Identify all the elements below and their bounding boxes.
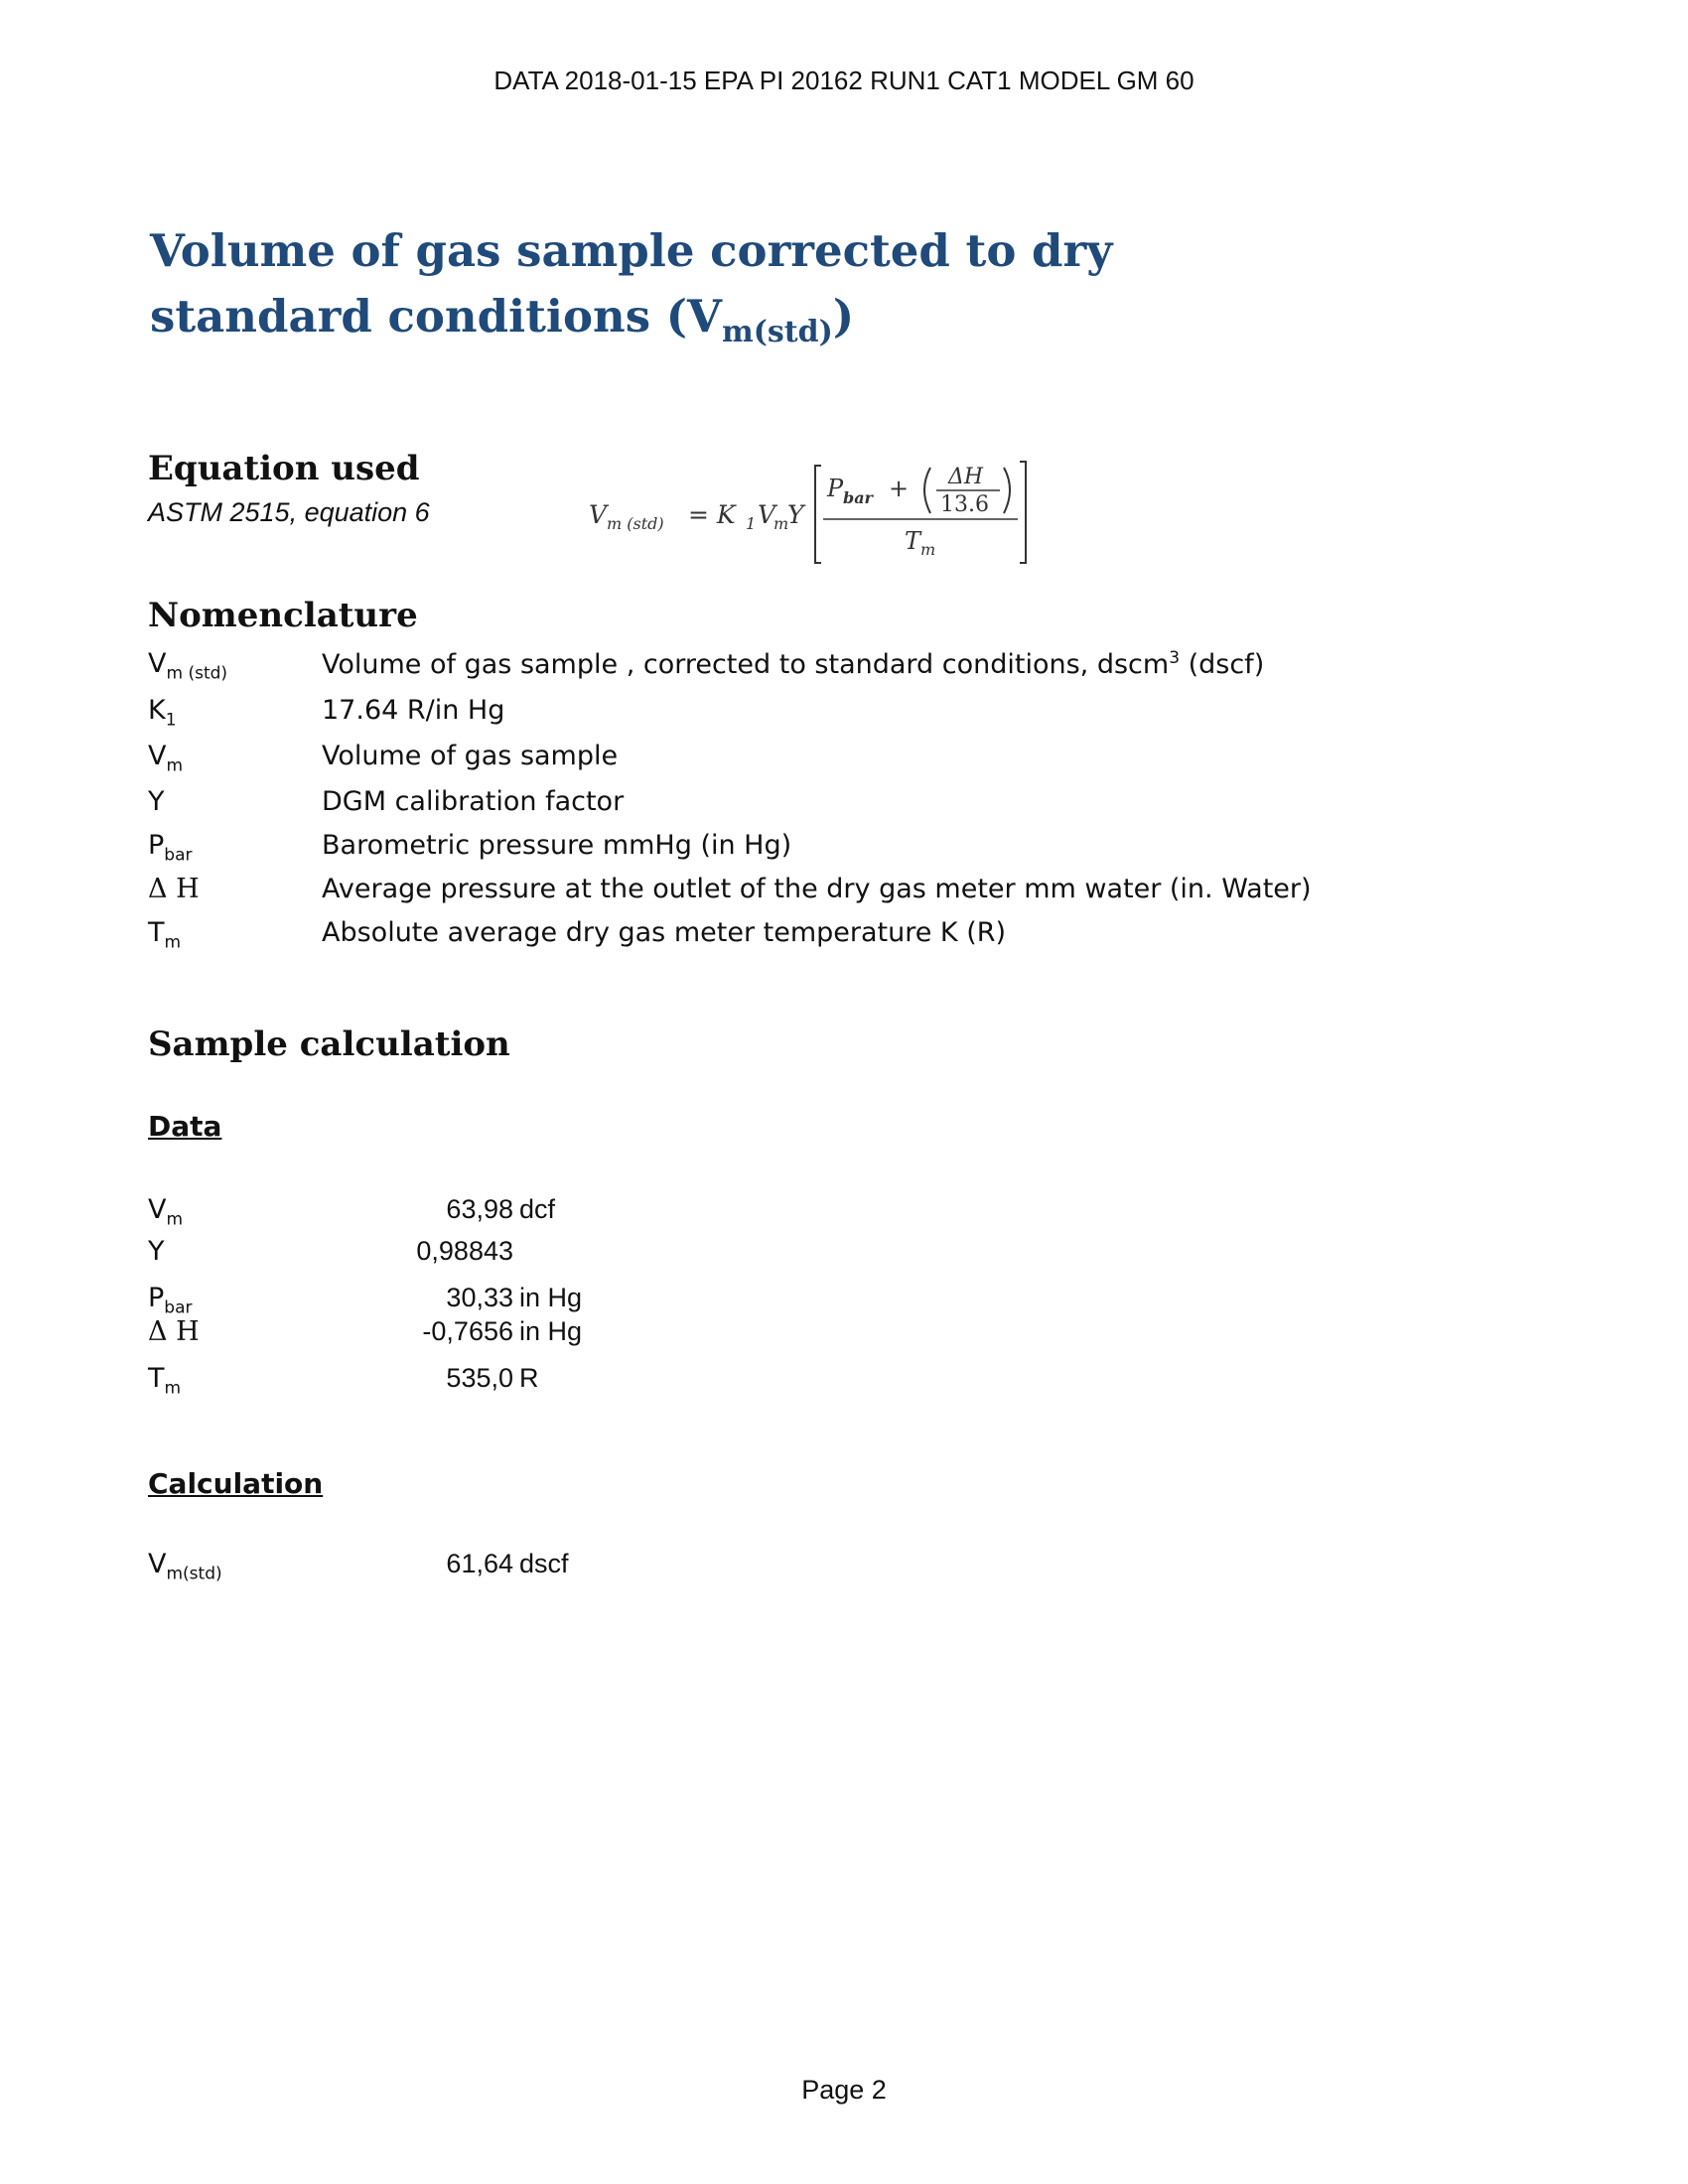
data-value: 0,98843 <box>416 1236 513 1266</box>
result-symbol: $V_{m(std)}$ <box>148 1549 222 1584</box>
formula-tm-sub: m <box>920 540 936 559</box>
result-value: 61,64 <box>446 1549 513 1578</box>
sample-calculation-heading: Sample calculation <box>148 1024 510 1064</box>
title-line-2: standard conditions $(V_{m(std)})$ <box>150 290 855 349</box>
paren-left <box>924 468 930 513</box>
formula-rhs-prefix: = K <box>688 500 736 529</box>
nomenclature-description: Average pressure at the outlet of the dry gas meter mm water (in. Water) <box>322 874 1312 904</box>
data-unit: dcf <box>519 1194 556 1224</box>
formula-dh-den: 13.6 <box>940 492 989 517</box>
formula-v: V <box>758 500 776 529</box>
data-unit: R <box>519 1363 539 1393</box>
data-symbol: Δ H <box>148 1316 200 1347</box>
formula-lhs: V <box>589 500 608 529</box>
data-unit: in Hg <box>519 1283 583 1312</box>
paren-right <box>1004 468 1010 513</box>
data-symbol: $P_{bar}$ <box>148 1283 193 1318</box>
formula-k-sub: 1 <box>746 514 757 533</box>
nomenclature-symbol: $V_{m (std)}$ <box>148 648 228 684</box>
page-number: Page 2 <box>801 2075 887 2105</box>
title-line-1: Volume of gas sample corrected to dry <box>150 224 1113 277</box>
result-unit: dscf <box>519 1549 569 1578</box>
data-symbol: $T_m$ <box>148 1363 182 1399</box>
calculation-heading: Calculation <box>148 1467 324 1500</box>
nomenclature-symbol: $K_1$ <box>148 695 177 731</box>
nomenclature-symbol: Y <box>148 786 165 817</box>
nomenclature-description: Barometric pressure mmHg (in Hg) <box>322 830 792 861</box>
nomenclature-heading: Nomenclature <box>148 596 418 635</box>
data-symbol: $V_m$ <box>148 1194 184 1230</box>
formula-plus: + <box>889 475 910 502</box>
nomenclature-description: Volume of gas sample , corrected to standard conditions, dscm$^3$ (dscf) <box>322 648 1265 680</box>
data-symbol: Y <box>148 1236 165 1267</box>
formula-y: Y <box>787 500 804 529</box>
nomenclature-description: Absolute average dry gas meter temperature K (R) <box>322 917 1007 948</box>
data-heading: Data <box>148 1110 222 1143</box>
equation-reference: ASTM 2515, equation 6 <box>148 497 430 527</box>
formula-pbar: P <box>827 475 844 502</box>
formula-pbar-sub: bar <box>843 488 873 507</box>
formula-v-sub: m <box>774 514 789 533</box>
page-title <box>150 218 1242 365</box>
formula-tm: T <box>905 527 921 555</box>
nomenclature-symbol: Δ H <box>148 874 200 904</box>
data-value: -0,7656 <box>422 1316 513 1346</box>
data-unit: in Hg <box>519 1316 583 1346</box>
nomenclature-symbol: $T_m$ <box>148 917 182 953</box>
page-header: DATA 2018-01-15 EPA PI 20162 RUN1 CAT1 MODEL GM 60 <box>493 66 1195 95</box>
data-value: 535,0 <box>446 1363 513 1393</box>
formula-lhs-sub: m (std) <box>607 514 664 533</box>
data-value: 63,98 <box>446 1194 513 1224</box>
formula-dh: ΔH <box>948 465 984 489</box>
nomenclature-symbol: $V_m$ <box>148 741 184 776</box>
nomenclature-description: 17.64 R/in Hg <box>322 695 505 726</box>
nomenclature-description: Volume of gas sample <box>322 741 619 771</box>
left-bracket <box>815 466 821 563</box>
equation-used-heading: Equation used <box>148 449 420 488</box>
nomenclature-symbol: $P_{bar}$ <box>148 830 193 866</box>
equation-formula <box>581 452 1048 571</box>
right-bracket <box>1020 462 1026 563</box>
nomenclature-description: DGM calibration factor <box>322 786 625 817</box>
data-value: 30,33 <box>446 1283 513 1312</box>
